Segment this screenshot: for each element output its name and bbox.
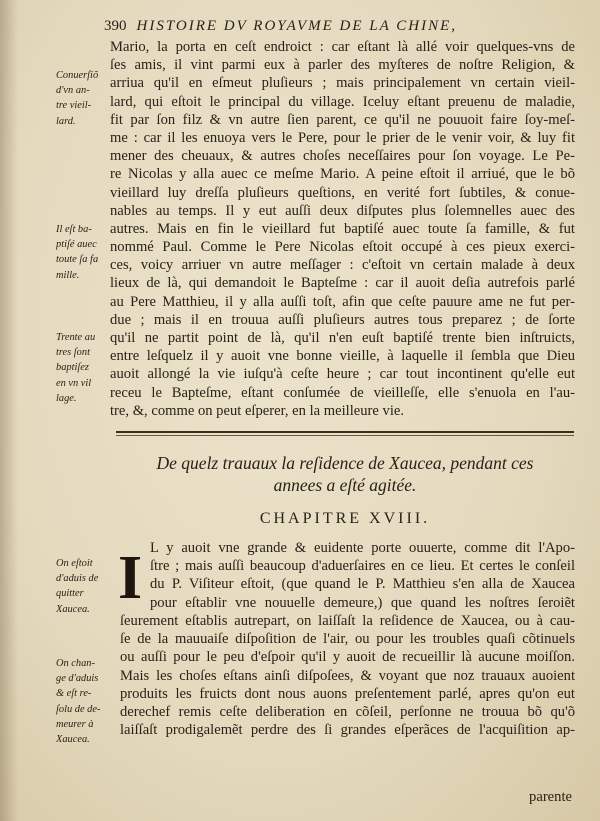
text-line: laiſſaſt prodigalemẽt perdre des ſi grandes eſperãces de l'acquiſition ap- bbox=[120, 722, 575, 739]
text-line: Mais les choſes eſtans ainſi diſpoſees, & voyant que noz trauaux auoient bbox=[120, 667, 575, 684]
text-line: re Nicolas y alla auec ce meſme Mario. A peine eſtoit il arriué, que le bõ bbox=[110, 166, 575, 183]
margin-note: On eſtoit d'aduis de quitter Xaucea. bbox=[56, 558, 99, 615]
text-line: lieux de là, qui demandoit le Bapteſme : car il auoit deſia autrefois parlé bbox=[110, 275, 575, 292]
text-line: ces, voicy arriuer vn autre meſſager : c'eſtoit vn certain malade à deux bbox=[110, 257, 575, 274]
chapter-title-line: De quelz trauaux la reſidence de Xaucea, pendant ces bbox=[156, 453, 534, 473]
text-line: me : car il les enuoya vers le Pere, pour le prier de le venir voir, & luy fit bbox=[110, 129, 575, 146]
page-number: 390 bbox=[104, 18, 127, 34]
text-line: L y auoit vne grande & euidente porte ouuerte, comme dit l'Apo- bbox=[150, 540, 575, 556]
text-line: ſtre ; mais auſſi beaucoup d'aduerſaires en ce lieu. Et certes le conſeil bbox=[150, 558, 575, 575]
catchword: parente bbox=[529, 789, 572, 805]
text-line: vieillard luy dreſſa pluſieurs queſtions, en verité fort ſubtiles, & conue- bbox=[110, 184, 575, 201]
text-line: auoit allongé la vie iuſqu'à ceſte heure ; car tout incontinent qu'elle eut bbox=[110, 366, 575, 383]
section-rule bbox=[116, 431, 574, 433]
chapter-heading bbox=[116, 452, 574, 496]
text-line: ſe de la mauuaiſe diſpoſition de l'air, ou pour les troubles quaſi cõtinuels bbox=[120, 631, 575, 648]
text-line: nommé Paul. Comme le Pere Nicolas eſtoit occupé à ces pieux exerci- bbox=[110, 239, 575, 256]
text-line: entre leſquelz il y auoit vne bonne vieille, à laquelle il ſembla que Dieu bbox=[110, 348, 575, 365]
text-line: produits les fruicts dont nous auons preſentement parlé, apres qu'on eut bbox=[120, 685, 575, 702]
text-line: autres. Mais en fin le vieillard fut baptiſé auec toute ſa famille, & fut bbox=[110, 220, 575, 237]
text-line: au Pere Matthieu, il y alla auſſi toſt, afin que ceſte pauure ame ne fut per- bbox=[110, 293, 575, 310]
text-block-1 bbox=[110, 38, 575, 420]
binding-shadow bbox=[0, 0, 18, 821]
text-line: du P. Viſiteur eſtoit, (que quand le P. Matthieu s'en alla de Xaucea bbox=[150, 576, 575, 593]
text-line: arriua qu'il en eſmeut pluſieurs ; mais principalement vn certain vieil- bbox=[110, 75, 575, 92]
text-line: ou auſſi pour le peu d'eſpoir qu'il y auoit de recueillir là aucune moiſſon. bbox=[120, 649, 575, 666]
text-block-3 bbox=[120, 612, 575, 739]
text-line: ſeurement eſtablis autrepart, on laiſſaſt la reſidence de Xaucea, ou à cau- bbox=[120, 613, 575, 629]
section-rule-thin bbox=[116, 435, 574, 436]
margin-note: On chan- ge d'aduis & eſt re- ſolu de de- meurer à Xaucea. bbox=[56, 658, 101, 746]
text-line: tre, &, comme on peut eſperer, en la meilleure vie. bbox=[110, 402, 405, 419]
text-line: nables au temps. Il y eut auſſi deux diſputes plus ſolemnelles auec des bbox=[110, 202, 575, 219]
chapter-title-line: annees a eſté agitée. bbox=[273, 475, 417, 495]
drop-cap: I bbox=[118, 544, 143, 612]
text-line: receu le Bapteſme, eſtant conſumée de vieilleſſe, elle s'enuola en l'au- bbox=[110, 384, 575, 401]
chapter-number: CHAPITRE XVIII. bbox=[259, 510, 431, 527]
text-line: mener des cheuaux, & autres choſes neceſſaires pour ſon voyage. Le Pe- bbox=[110, 148, 575, 165]
text-line: derechef remis ceſte deliberation en cõſeil, perſonne ne trouua bõ qu'õ bbox=[120, 703, 575, 720]
text-line: Mario, la porta en ceſt endroict : car eſtant là allé voir quelques-vns de bbox=[110, 39, 575, 55]
margin-note: Trente au tres ſont baptiſez en vn vil lage. bbox=[56, 332, 96, 404]
margin-note: Conuerſiõ d'vn an- tre vieil- lard. bbox=[56, 70, 99, 127]
text-block-2 bbox=[150, 539, 575, 612]
running-title: HISTOIRE DV ROYAVME DE LA CHINE, bbox=[136, 18, 458, 34]
text-line: ſes amis, il vint parmi eux à parler des myſteres de noſtre Religion, & bbox=[110, 57, 575, 74]
text-line: fit par ſon filz & vn autre ſien parent, ce qu'il ne pouuoit faire ſoy-meſ- bbox=[110, 111, 575, 128]
margin-note: Il eſt ba- ptiſé auec toute ſa fa mille. bbox=[56, 224, 99, 281]
text-line: due ; mais il en trouua auſſi pluſieurs autres tous preparez ; de ſorte bbox=[110, 311, 575, 328]
text-line: qu'il ne partit point de là, qu'il n'en euſt baptiſé trente bien inſtruicts, bbox=[110, 330, 575, 346]
text-line: pour eſtablir vne nouuelle demeure,) que quand les noſtres ſeroiẽt bbox=[150, 594, 575, 611]
text-line: lard, qui eſtoit le principal du village. Iceluy eſtant preuenu de maladie, bbox=[110, 93, 575, 110]
running-head bbox=[104, 18, 564, 35]
